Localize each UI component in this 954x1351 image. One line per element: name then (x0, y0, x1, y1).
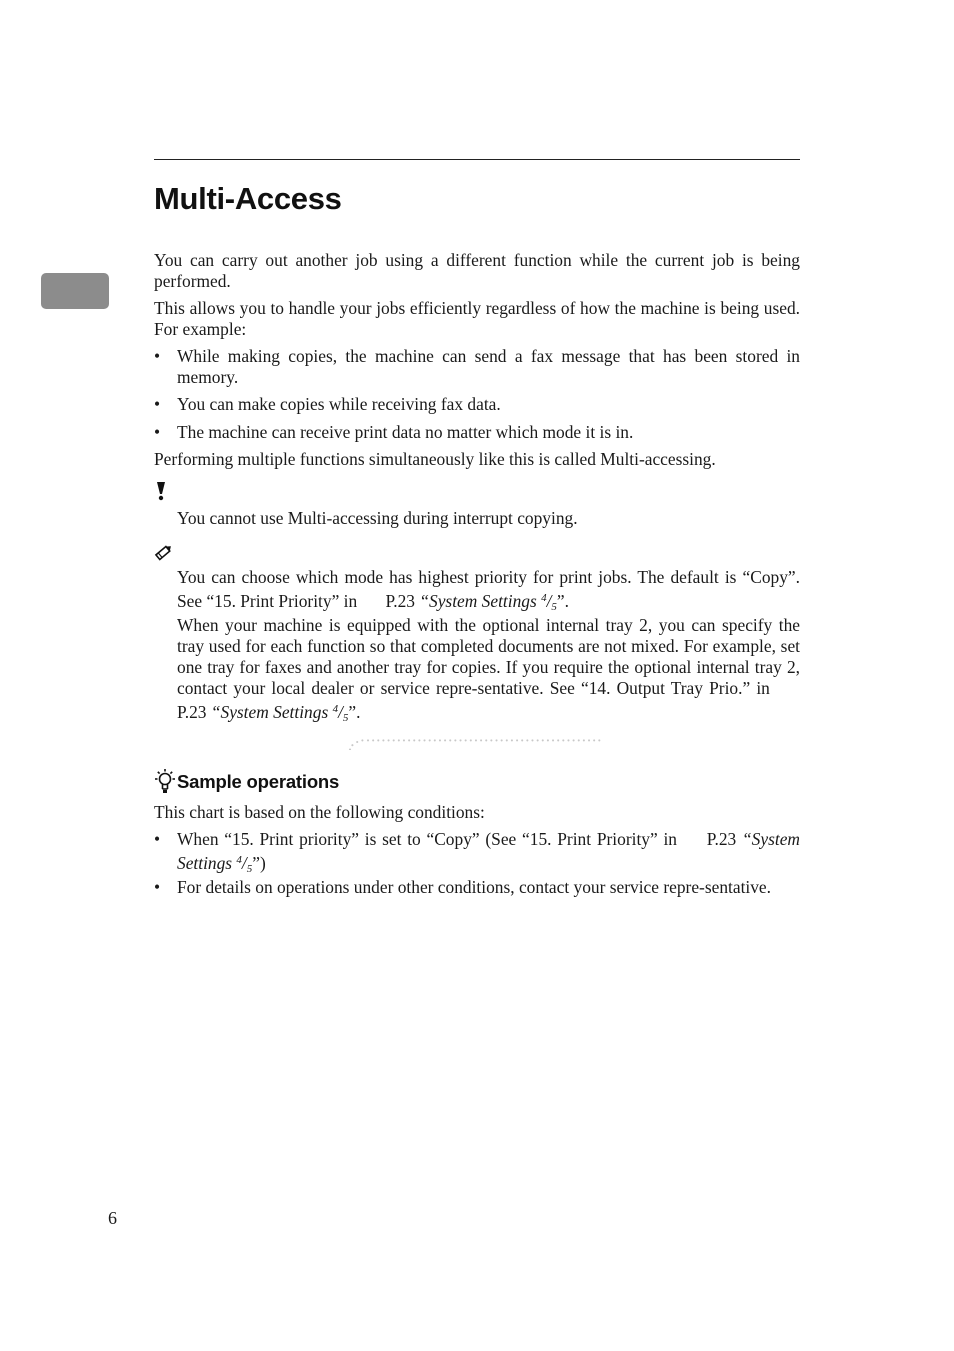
intro-paragraph-2: This allows you to handle your jobs efficiently regardless of how the machine is being used. For example: (154, 298, 800, 339)
ref-title: “System Settings (177, 829, 800, 873)
list-item (154, 394, 800, 415)
separator-dot (423, 739, 425, 741)
bullet-dot: • (154, 829, 161, 849)
separator-dot (485, 739, 487, 741)
separator-dot (449, 739, 451, 741)
page-title: Multi-Access (154, 181, 342, 216)
separator-dot (495, 739, 497, 741)
separator-dot (547, 739, 549, 741)
bullet-dot: • (154, 346, 161, 366)
separator-dot (459, 739, 461, 741)
page-reference-link[interactable]: P.23 (385, 591, 415, 611)
fraction-numerator: 4 (332, 703, 339, 715)
list-item-text: You can make copies while receiving fax data. (177, 394, 501, 414)
list-item-text: While making copies, the machine can send a fax message that has been stored in memory. (177, 346, 800, 387)
ref-end: ”) (252, 853, 266, 873)
note-item-1-text: You can choose which mode has highest priority for print jobs. The default is “Copy”. See “15. Print Priority” in (177, 567, 800, 611)
separator-dot (377, 739, 379, 741)
limitation-text: You cannot use Multi-accessing during interrupt copying. (177, 508, 578, 528)
separator-dot (403, 739, 405, 741)
fraction-slash: / (546, 591, 552, 611)
separator-dot (382, 739, 384, 741)
separator-dot (593, 739, 595, 741)
separator-dot (583, 739, 585, 741)
separator-dot (511, 739, 513, 741)
separator-dot (526, 739, 528, 741)
separator-dot (557, 739, 559, 741)
bullet-dot: • (154, 394, 161, 414)
sample-bullet-1-text: When “15. Print priority” is set to “Copy” (See “15. Print Priority” in (177, 829, 683, 849)
separator-dot (516, 739, 518, 741)
separator-dot (562, 739, 564, 741)
list-item-text (177, 829, 800, 880)
list-item-text: For details on operations under other conditions, contact your service repre-sentative. (177, 877, 771, 897)
fraction-slash: / (338, 702, 343, 722)
separator-dot (398, 739, 400, 741)
separator-dot (475, 739, 477, 741)
list-item-text: The machine can receive print data no matter which mode it is in. (177, 422, 634, 442)
intro-paragraph-1: You can carry out another job using a different function while the current job is being performed. (154, 250, 800, 291)
separator-dot (388, 739, 390, 741)
page-number: 6 (108, 1208, 117, 1228)
list-item (154, 829, 800, 880)
separator-dot (521, 739, 523, 741)
separator-dot (542, 739, 544, 741)
list-item (154, 346, 800, 388)
fraction-denominator: 5 (551, 601, 557, 613)
fraction-denominator: 5 (342, 712, 349, 724)
separator-dot (408, 739, 410, 741)
note-pencil-icon (154, 543, 174, 561)
limitation-icon (154, 481, 168, 501)
separator-dot (454, 739, 456, 741)
separator-dot (573, 739, 575, 741)
page-reference-link[interactable]: P.23 (706, 829, 737, 849)
separator-dot (418, 739, 420, 741)
separator-dot (429, 739, 431, 741)
separator-dot (367, 739, 369, 741)
ref-end: ”. (556, 591, 569, 611)
ref-title: “System Settings (415, 591, 542, 611)
chapter-tab (41, 273, 109, 309)
ref-title: “System Settings (206, 702, 333, 722)
separator-dot (470, 739, 472, 741)
separator-dot (501, 739, 503, 741)
separator-dot (393, 739, 395, 741)
list-item (154, 877, 800, 898)
separator-dot (444, 739, 446, 741)
separator-dot (480, 739, 482, 741)
separator-dot (465, 739, 467, 741)
ref-end: ”. (348, 702, 361, 722)
separator-dot (552, 739, 554, 741)
separator-dot (588, 739, 590, 741)
separator-dot (372, 739, 374, 741)
bullet-dot: • (154, 422, 161, 442)
note-item-2 (177, 615, 800, 729)
lightbulb-icon (154, 768, 176, 794)
note-item-1 (177, 567, 800, 618)
top-rule (154, 159, 800, 160)
separator-dot (434, 739, 436, 741)
list-item (154, 422, 800, 443)
fraction-numerator: 4 (236, 854, 242, 866)
separator-dot (490, 739, 492, 741)
separator-dot (567, 739, 569, 741)
separator-dot (506, 739, 508, 741)
separator-dot (531, 739, 533, 741)
dotted-separator (156, 738, 800, 750)
sample-intro: This chart is based on the following conditions: (154, 802, 485, 822)
fraction-slash: / (241, 853, 247, 873)
separator-dot (413, 739, 415, 741)
section-title: Sample operations (177, 771, 340, 792)
separator-dot (578, 739, 580, 741)
bullet-dot: • (154, 877, 161, 897)
separator-dot (439, 739, 441, 741)
fraction-denominator: 5 (246, 863, 253, 875)
page-reference-link[interactable]: P.23 (177, 702, 207, 722)
separator-dot (598, 739, 600, 741)
separator-dot (537, 739, 539, 741)
intro-paragraph-3: Performing multiple functions simultaneously like this is called Multi-accessing. (154, 449, 716, 469)
fraction-numerator: 4 (541, 592, 547, 604)
note-item-2-text: When your machine is equipped with the optional internal tray 2, you can specify the tray used for each function so that completed documents are not mixed. For example, set one tray for faxes and another tray for copies. If you require the optional internal tray 2, contact your local dealer or service repre-sentative. See “14. Output Tray Prio.” in (177, 615, 800, 698)
